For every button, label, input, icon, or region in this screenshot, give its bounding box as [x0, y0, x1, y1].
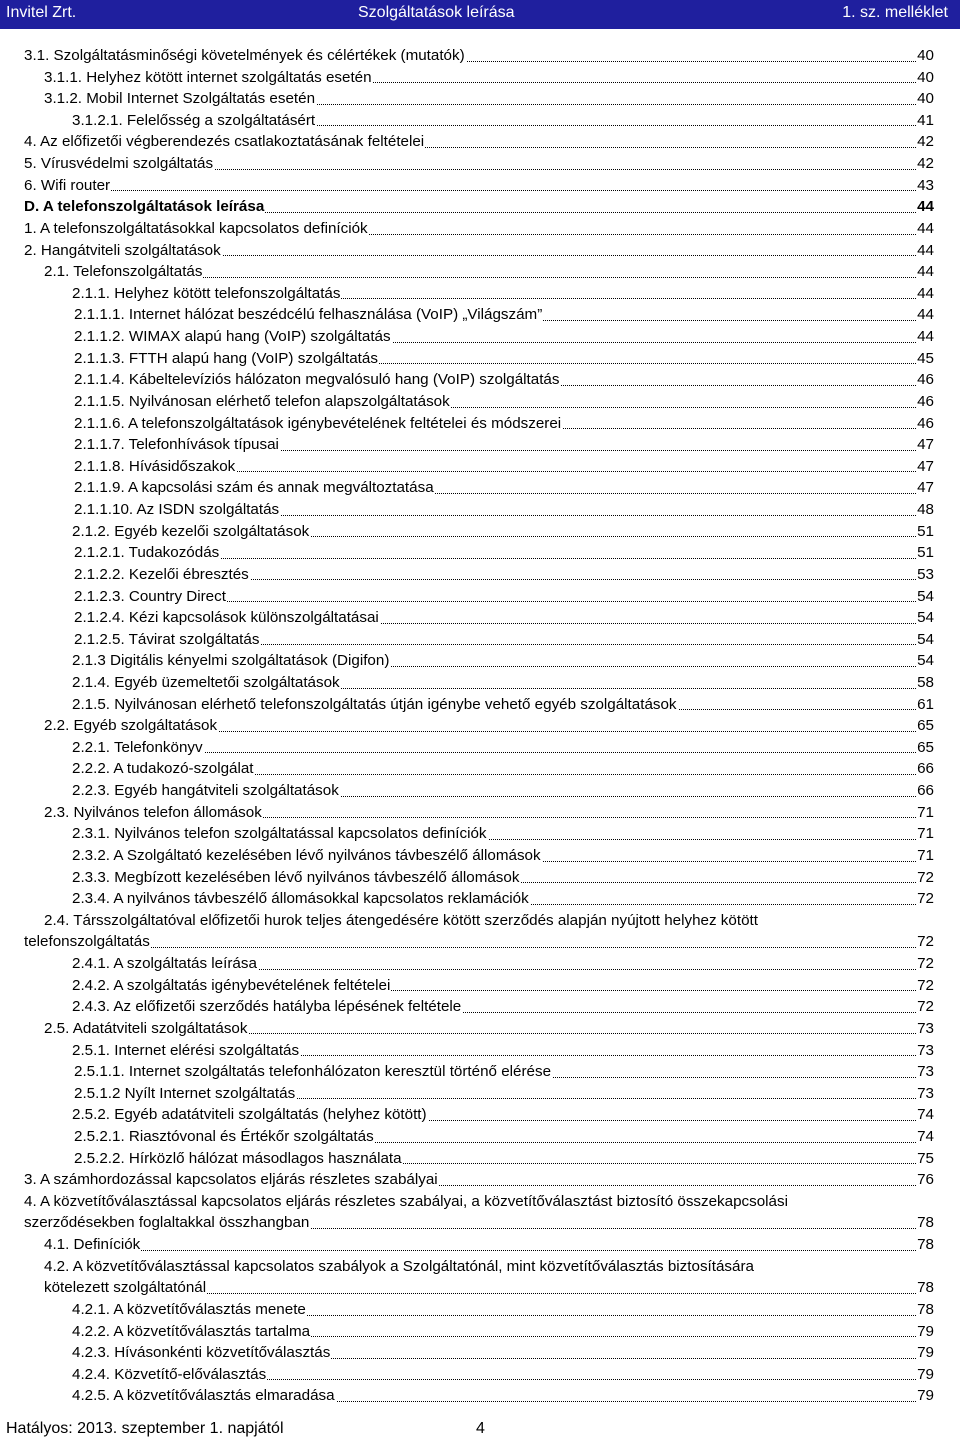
toc-entry[interactable]: [74, 542, 934, 564]
toc-entry-title: 2.2.1. Telefonkönyv: [72, 738, 203, 756]
toc-entry[interactable]: [72, 1385, 934, 1407]
toc-page-number: 72: [916, 931, 934, 953]
toc-entry[interactable]: [44, 261, 934, 283]
toc-entry-title: 2.1. Telefonszolgáltatás: [44, 263, 203, 281]
toc-entry-title: 2.1.1.1. Internet hálózat beszédcélú felhasználása (VoIP) „Világszám”: [74, 306, 543, 324]
toc-page-number: 44: [916, 283, 934, 305]
toc-dot-leader: [24, 190, 934, 191]
toc-page-number: 44: [916, 326, 934, 348]
toc-page-number: 54: [916, 607, 934, 629]
toc-entry[interactable]: [44, 88, 934, 110]
toc-entry[interactable]: [72, 650, 934, 672]
toc-entry[interactable]: [24, 240, 934, 262]
toc-page-number: 74: [916, 1126, 934, 1148]
toc-entry-title: 4.2.5. A közvetítőválasztás elmaradása: [72, 1387, 335, 1405]
toc-entry[interactable]: [74, 456, 934, 478]
toc-page-number: 73: [916, 1018, 934, 1040]
toc-entry-title: 2.5.2.1. Riasztóvonal és Értékőr szolgáltatás: [74, 1128, 374, 1145]
toc-entry[interactable]: [74, 1083, 934, 1105]
toc-entry-title: 2.3.4. A nyilvános távbeszélő állomásokkal kapcsolatos reklamációk: [72, 890, 529, 908]
toc-entry[interactable]: [24, 153, 934, 175]
toc-entry-title: 2.1.1.4. Kábeltelevíziós hálózaton megvalósuló hang (VoIP) szolgáltatás: [74, 371, 560, 389]
toc-entry[interactable]: [44, 1277, 934, 1299]
toc-entry[interactable]: [74, 607, 934, 629]
toc-page-number: 79: [916, 1342, 934, 1364]
toc-page-number: 72: [916, 953, 934, 975]
toc-entry-title: 2.1.2.2. Kezelői ébresztés: [74, 565, 249, 583]
toc-page-number: 65: [916, 737, 934, 759]
toc-entry[interactable]: [74, 434, 934, 456]
toc-entry[interactable]: [44, 1018, 934, 1040]
toc-page-number: 51: [916, 521, 934, 543]
toc-entry-title: 1. A telefonszolgáltatásokkal kapcsolatos definíciók: [24, 219, 368, 237]
toc-page-number: 46: [916, 391, 934, 413]
toc-entry-title: 2.1.1.7. Telefonhívások típusai: [74, 436, 279, 454]
toc-page-number: 66: [916, 780, 934, 802]
toc-entry-line: 4.2. A közvetítőválasztással kapcsolatos szabályok a Szolgáltatónál, mint közvetítőválasztás biztosítására: [44, 1257, 754, 1275]
toc-page-number: 58: [916, 672, 934, 694]
toc-entry[interactable]: [74, 629, 934, 651]
toc-entry[interactable]: [74, 564, 934, 586]
toc-page-number: 44: [916, 196, 934, 218]
toc-entry-title: 2. Hangátviteli szolgáltatások: [24, 241, 221, 259]
toc-page-number: 54: [916, 629, 934, 651]
toc-entry-title: 4.2.2. A közvetítőválasztás tartalma: [72, 1322, 311, 1340]
toc-entry[interactable]: [24, 175, 934, 197]
toc-entry[interactable]: [74, 326, 934, 348]
toc-entry-title: 2.1.1. Helyhez kötött telefonszolgáltatás: [72, 284, 341, 302]
toc-page-number: 79: [916, 1364, 934, 1386]
toc-entry[interactable]: [72, 953, 934, 975]
toc-page-number: 40: [916, 67, 934, 89]
toc-entry-title: 2.1.1.3. FTTH alapú hang (VoIP) szolgáltatás: [74, 349, 378, 367]
toc-entry[interactable]: [72, 758, 934, 780]
toc-entry-title: 4.2.3. Hívásonkénti közvetítőválasztás: [72, 1344, 331, 1362]
toc-entry-title: 2.5.1. Internet elérési szolgáltatás: [72, 1041, 300, 1059]
toc-entry[interactable]: [74, 1148, 934, 1170]
toc-entry[interactable]: [72, 845, 934, 867]
toc-entry[interactable]: [74, 348, 934, 370]
toc-entry[interactable]: [72, 823, 934, 845]
toc-entry[interactable]: [74, 369, 934, 391]
header-company: Invitel Zrt.: [6, 4, 77, 21]
toc-entry[interactable]: [74, 586, 934, 608]
toc-page-number: 72: [916, 867, 934, 889]
toc-entry-title: 2.3.1. Nyilvános telefon szolgáltatással kapcsolatos definíciók: [72, 825, 487, 843]
toc-entry-title: 3.1.2. Mobil Internet Szolgáltatás esetén: [44, 90, 316, 108]
toc-page-number: 71: [916, 845, 934, 867]
toc-entry[interactable]: [74, 304, 934, 326]
toc-page-number: 72: [916, 975, 934, 997]
toc-page-number: 42: [916, 131, 934, 153]
toc-page-number: 45: [916, 348, 934, 370]
toc-entry[interactable]: [72, 1342, 934, 1364]
toc-entry-title: 4.2.4. Közvetítő-előválasztás: [72, 1365, 267, 1383]
toc-page-number: 47: [916, 434, 934, 456]
toc-page-number: 72: [916, 996, 934, 1018]
toc-entry-title: telefonszolgáltatás: [24, 933, 150, 951]
toc-entry-title: 2.5.2.2. Hírközlő hálózat másodlagos használata: [74, 1149, 402, 1167]
toc-entry-title: 2.5.1.1. Internet szolgáltatás telefonhálózaton keresztül történő elérése: [74, 1063, 552, 1081]
toc-entry[interactable]: [72, 1299, 934, 1321]
header-annex: 1. sz. melléklet: [842, 4, 948, 21]
toc-entry-title: kötelezett szolgáltatónál: [44, 1279, 207, 1297]
toc-entry-line: 4. A közvetítőválasztással kapcsolatos eljárás részletes szabályai, a közvetítőválasztást biztosító összekapcsolási: [24, 1192, 788, 1210]
footer-effective-date: Hatályos: 2013. szeptember 1. napjától: [6, 1420, 284, 1437]
toc-page-number: 47: [916, 456, 934, 478]
toc-entry[interactable]: [24, 45, 934, 67]
toc-entry-title: 3.1.2.1. Felelősség a szolgáltatásért: [72, 111, 316, 129]
toc-page-number: 74: [916, 1104, 934, 1126]
toc-page-number: 78: [916, 1299, 934, 1321]
toc-entry-title: 2.1.3 Digitális kényelmi szolgáltatások (Digifon): [72, 652, 390, 670]
toc-entry[interactable]: [72, 521, 934, 543]
toc-entry-title: 2.1.1.9. A kapcsolási szám és annak megváltoztatása: [74, 479, 434, 497]
toc-entry[interactable]: [74, 413, 934, 435]
toc-entry-title: 2.1.1.5. Nyilvánosan elérhető telefon alapszolgáltatások: [74, 392, 450, 410]
toc-page-number: 71: [916, 802, 934, 824]
toc-entry-title: szerződésekben foglaltakkal összhangban: [24, 1214, 310, 1232]
toc-entry-title: 2.4.2. A szolgáltatás igénybevételének feltételei: [72, 976, 391, 994]
toc-entry-title: 2.1.2. Egyéb kezelői szolgáltatások: [72, 522, 310, 540]
toc-page-number: 78: [916, 1277, 934, 1299]
toc-entry[interactable]: [72, 110, 934, 132]
toc-page-number: 76: [916, 1169, 934, 1191]
toc-entry-title: 2.1.1.10. Az ISDN szolgáltatás: [74, 501, 280, 519]
toc-page-number: 47: [916, 477, 934, 499]
toc-entry-title: 2.1.5. Nyilvánosan elérhető telefonszolgáltatás útján igénybe vehető egyéb szolgáltatások: [72, 695, 677, 713]
toc-entry[interactable]: [72, 283, 934, 305]
toc-entry[interactable]: [24, 1212, 934, 1234]
header-title: Szolgáltatások leírása: [358, 4, 515, 21]
toc-entry-title: 3.1. Szolgáltatásminőségi követelmények és célértékek (mutatók): [24, 47, 465, 64]
toc-entry[interactable]: [74, 1126, 934, 1148]
toc-page-number: 40: [916, 88, 934, 110]
toc-page-number: 79: [916, 1321, 934, 1343]
toc-page-number: 79: [916, 1385, 934, 1407]
toc-page-number: 44: [916, 240, 934, 262]
toc-page-number: 51: [916, 542, 934, 564]
toc-entry-title: 2.5.2. Egyéb adatátviteli szolgáltatás (helyhez kötött): [72, 1106, 427, 1124]
toc-entry-title: 5. Vírusvédelmi szolgáltatás: [24, 155, 214, 173]
toc-page-number: 75: [916, 1148, 934, 1170]
toc-entry[interactable]: [72, 672, 934, 694]
toc-entry[interactable]: [24, 196, 934, 218]
toc-entry-title: 2.1.2.5. Távirat szolgáltatás: [74, 630, 260, 648]
toc-entry-title: 2.1.4. Egyéb üzemeltetői szolgáltatások: [72, 673, 340, 691]
toc-entry[interactable]: [74, 1061, 934, 1083]
toc-page-number: 73: [916, 1083, 934, 1105]
toc-page-number: 65: [916, 715, 934, 737]
toc-entry-title: 2.3.3. Megbízott kezelésében lévő nyilvános távbeszélő állomások: [72, 868, 520, 886]
toc-entry[interactable]: [44, 802, 934, 824]
toc-entry[interactable]: [72, 780, 934, 802]
toc-entry[interactable]: [72, 1040, 934, 1062]
toc-page-number: 73: [916, 1061, 934, 1083]
toc-entry-title: D. A telefonszolgáltatások leírása: [24, 198, 265, 216]
toc-page-number: 44: [916, 261, 934, 283]
toc-entry-title: 2.4.3. Az előfizetői szerződés hatályba lépésének feltétele: [72, 998, 462, 1016]
toc-entry-title: 2.1.1.8. Hívásidőszakok: [74, 457, 236, 475]
toc-page-number: 43: [916, 175, 934, 197]
toc-entry-title: 2.5. Adatátviteli szolgáltatások: [44, 1019, 248, 1037]
toc-entry-title: 2.3. Nyilvános telefon állomások: [44, 803, 262, 821]
toc-entry[interactable]: [74, 499, 934, 521]
toc-entry[interactable]: [72, 1321, 934, 1343]
toc-entry[interactable]: [74, 391, 934, 413]
toc-page-number: 78: [916, 1234, 934, 1256]
toc-entry-line: 2.4. Társszolgáltatóval előfizetői hurok teljes átengedésére kötött szerződés alapján nyújtott helyhez kötött: [44, 911, 758, 929]
toc-entry-title: 2.1.2.3. Country Direct: [74, 587, 226, 605]
toc-entry[interactable]: [24, 131, 934, 153]
toc-entry-title: 2.2.3. Egyéb hangátviteli szolgáltatások: [72, 782, 339, 800]
toc-entry-title: 2.3.2. A Szolgáltató kezelésében lévő nyilvános távbeszélő állomások: [72, 846, 541, 864]
toc-page-number: 42: [916, 153, 934, 175]
toc-entry[interactable]: [44, 1234, 934, 1256]
toc-page-number: 41: [916, 110, 934, 132]
toc-page-number: 46: [916, 369, 934, 391]
toc-entry[interactable]: [24, 1169, 934, 1191]
toc-dot-leader: [44, 1250, 934, 1251]
toc-page-number: 46: [916, 413, 934, 435]
toc-entry[interactable]: [72, 694, 934, 716]
toc-entry-title: 2.5.1.2 Nyílt Internet szolgáltatás: [74, 1084, 296, 1102]
toc-entry-title: 4. Az előfizetői végberendezés csatlakoztatásának feltételei: [24, 133, 425, 151]
toc-page-number: 73: [916, 1040, 934, 1062]
toc-page-number: 53: [916, 564, 934, 586]
footer-page-number: 4: [476, 1420, 485, 1437]
toc-page-number: 54: [916, 586, 934, 608]
toc-page-number: 40: [916, 45, 934, 67]
toc-entry-title: 2.2. Egyéb szolgáltatások: [44, 717, 218, 735]
toc-entry[interactable]: [44, 67, 934, 89]
toc-page-number: 48: [916, 499, 934, 521]
toc-page-number: 54: [916, 650, 934, 672]
toc-page-number: 61: [916, 694, 934, 716]
toc-dot-leader: [24, 947, 934, 948]
page-header: [0, 0, 960, 29]
toc-page-number: 72: [916, 888, 934, 910]
toc-entry[interactable]: [72, 867, 934, 889]
toc-entry[interactable]: [74, 477, 934, 499]
toc-entry[interactable]: [24, 218, 934, 240]
toc-entry-title: 2.2.2. A tudakozó-szolgálat: [72, 760, 254, 778]
toc-page-number: 44: [916, 218, 934, 240]
toc-entry-title: 3. A számhordozással kapcsolatos eljárás részletes szabályai: [24, 1171, 438, 1189]
toc-page-number: 78: [916, 1212, 934, 1234]
toc-entry[interactable]: [72, 1364, 934, 1386]
toc-entry[interactable]: [72, 737, 934, 759]
toc-entry[interactable]: [72, 996, 934, 1018]
toc-entry-title: 6. Wifi router: [24, 176, 111, 194]
page-footer: [0, 1418, 960, 1444]
toc-entry[interactable]: [72, 888, 934, 910]
toc-entry-title: 2.1.2.1. Tudakozódás: [74, 544, 220, 562]
toc-page-number: 44: [916, 304, 934, 326]
toc-entry-title: 3.1.1. Helyhez kötött internet szolgáltatás esetén: [44, 68, 372, 86]
toc-entry-title: 2.1.1.6. A telefonszolgáltatások igénybevételének feltételei és módszerei: [74, 414, 562, 432]
toc-page-number: 71: [916, 823, 934, 845]
toc-entry[interactable]: [72, 975, 934, 997]
toc-entry-title: 4.2.1. A közvetítőválasztás menete: [72, 1300, 306, 1318]
toc-entry-title: 2.1.1.2. WIMAX alapú hang (VoIP) szolgáltatás: [74, 328, 391, 346]
toc-entry-title: 2.1.2.4. Kézi kapcsolások különszolgáltatásai: [74, 609, 379, 627]
toc-entry[interactable]: [72, 1104, 934, 1126]
toc-page-number: 66: [916, 758, 934, 780]
toc-entry-title: 4.1. Definíciók: [44, 1236, 141, 1254]
toc-entry-title: 2.4.1. A szolgáltatás leírása: [72, 955, 257, 973]
toc-entry[interactable]: [24, 931, 934, 953]
toc-entry[interactable]: [44, 715, 934, 737]
